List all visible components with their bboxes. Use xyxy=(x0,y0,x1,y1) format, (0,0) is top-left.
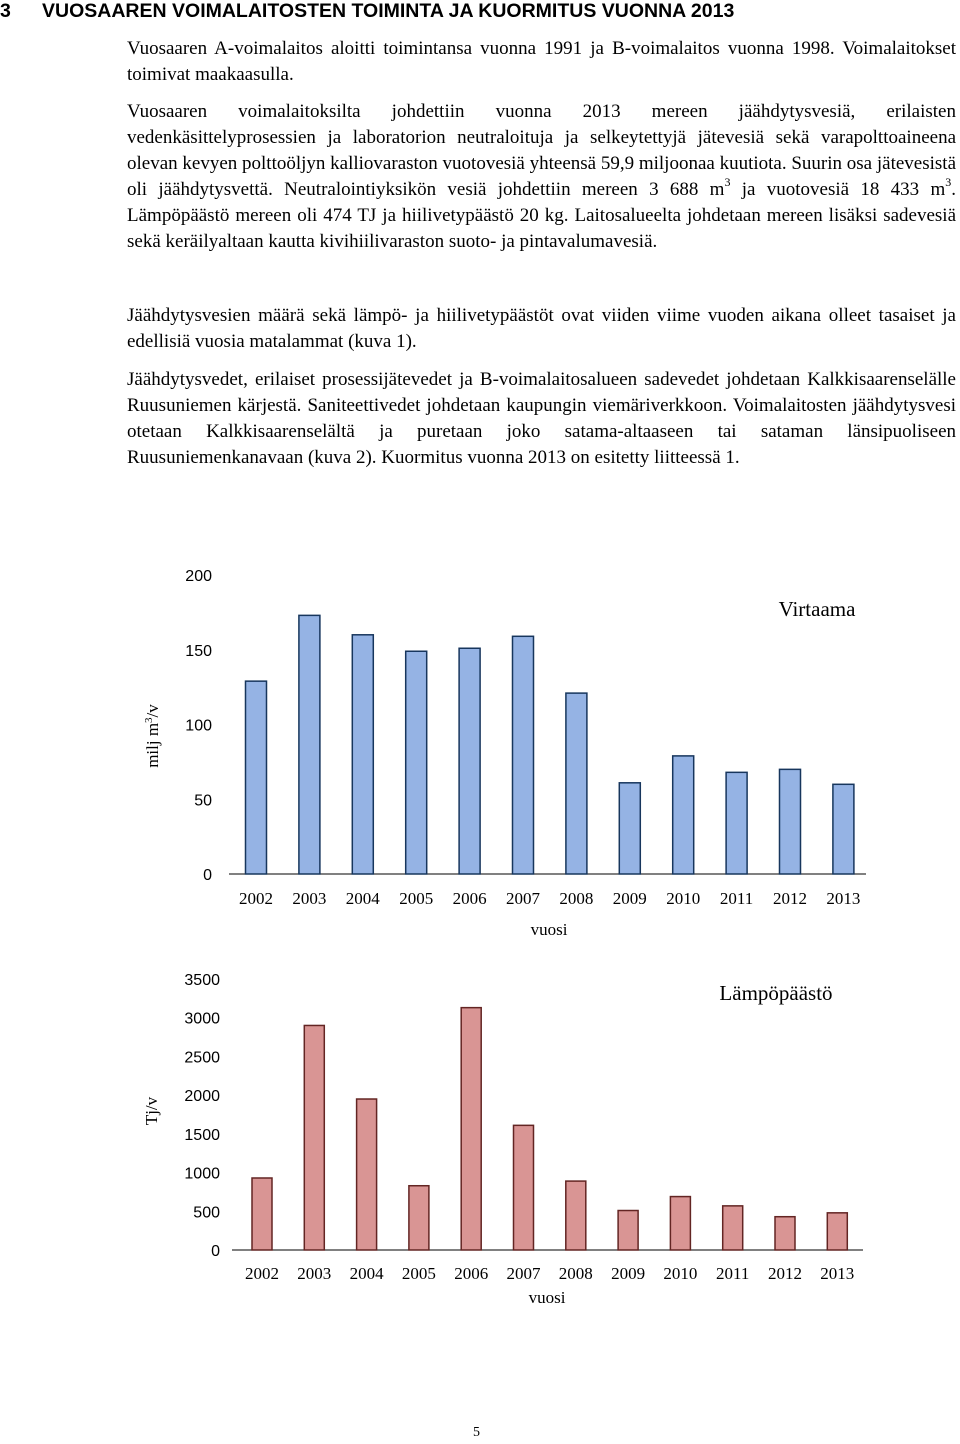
heat-emission-chart xyxy=(0,960,960,1320)
x-tick-label: 2002 xyxy=(245,1264,279,1283)
flow-volume-chart xyxy=(0,555,960,945)
bar-2005 xyxy=(406,651,427,874)
x-tick-label: 2006 xyxy=(454,1264,489,1283)
y-axis-label-sup: 3 xyxy=(143,717,155,723)
x-axis-label: vuosi xyxy=(528,1288,566,1307)
paragraph-1: Vuosaaren A-voimalaitos aloitti toimintansa vuonna 1991 ja B-voimalaitos vuonna 1998. Voimalaitokset toimivat maakaasulla. xyxy=(127,38,956,85)
y-tick-label: 50 xyxy=(194,792,212,810)
bar-2003 xyxy=(304,1025,324,1250)
chart-title: Virtaama xyxy=(778,597,856,621)
y-tick-label: 500 xyxy=(193,1204,220,1222)
superscript-3: 3 xyxy=(724,174,731,189)
y-tick-label: 3500 xyxy=(184,972,220,989)
x-tick-label: 2005 xyxy=(401,1264,436,1283)
y-axis-label-tail: /v xyxy=(143,704,162,718)
y-axis-label-base: milj m xyxy=(143,722,162,768)
paragraph-2-text-c: . Lämpöpäästö mereen oli 474 TJ ja hiilivetypäästö 20 kg. Laitosalueelta johdetaan mereen lisäksi sadevesiä sekä keräilyaltaan kautta kivihiilivaraston suoto- ja pintavalumavesiä. xyxy=(127,179,956,252)
bar-2003 xyxy=(299,615,320,874)
x-axis-label: vuosi xyxy=(530,920,568,939)
bar-2013 xyxy=(833,784,854,874)
x-tick-label: 2011 xyxy=(716,1264,750,1283)
bar-2008 xyxy=(566,693,587,874)
paragraph-2 xyxy=(127,99,956,255)
y-tick-label: 0 xyxy=(211,1243,220,1260)
x-tick-label: 2009 xyxy=(612,889,647,908)
x-tick-label: 2010 xyxy=(666,889,701,908)
bar-2012 xyxy=(780,769,801,874)
paragraph-3: Jäähdytysvesien määrä sekä lämpö- ja hiilivetypäästöt ovat viiden viime vuoden aikana olleet tasaiset ja edellisiä vuosia matalammat (kuva 1). xyxy=(127,305,956,352)
page-number: 5 xyxy=(473,1425,480,1440)
x-tick-label: 2004 xyxy=(349,1264,384,1283)
x-tick-label: 2004 xyxy=(345,889,380,908)
y-tick-label: 1000 xyxy=(184,1165,220,1183)
chart-title: Lämpöpäästö xyxy=(719,981,833,1005)
paragraph-2-text-a: Vuosaaren voimalaitoksilta johdettiin vuonna 2013 mereen jäähdytysvesiä, erilaisten vedenkäsittelyprosessien ja laboratorion neutraloituja ja selkeytettyjä jätevesiä sekä varapolttoaineena olevan kevyen polttoöljyn kalliovaraston vuotovesiä yhteensä 59,9 miljoonaa kuutiota. Suurin osa jätevesistä oli jäähdytysvettä. Neutralointiyksikön vesiä johdettiin mereen 3 688 m xyxy=(127,101,956,200)
x-tick-label: 2009 xyxy=(611,1264,646,1283)
y-tick-label: 1500 xyxy=(184,1126,220,1144)
y-tick-label: 150 xyxy=(185,642,212,660)
y-tick-label: 200 xyxy=(185,568,212,585)
y-axis-label: Tj/v xyxy=(142,1096,161,1126)
bar-2007 xyxy=(513,636,534,874)
bar-2011 xyxy=(726,772,747,874)
x-tick-label: 2012 xyxy=(773,889,807,908)
y-tick-label: 2500 xyxy=(184,1049,220,1067)
bar-2005 xyxy=(409,1186,429,1250)
y-tick-label: 3000 xyxy=(184,1010,220,1028)
bar-2006 xyxy=(459,648,480,874)
bar-2011 xyxy=(723,1206,743,1250)
bar-2007 xyxy=(514,1125,534,1250)
y-axis-label xyxy=(143,704,162,768)
bar-2002 xyxy=(252,1178,272,1250)
bar-2009 xyxy=(619,783,640,874)
x-tick-label: 2013 xyxy=(820,1264,855,1283)
x-tick-label: 2013 xyxy=(826,889,861,908)
y-tick-label: 0 xyxy=(203,867,212,884)
x-tick-label: 2005 xyxy=(399,889,434,908)
bar-2010 xyxy=(673,756,694,874)
bar-2002 xyxy=(246,681,267,874)
bar-2010 xyxy=(670,1197,690,1250)
paragraph-4: Jäähdytysvedet, erilaiset prosessijätevedet ja B-voimalaitosalueen sadevedet johdetaan Kalkkisaarenselälle Ruusuniemen kärjestä. Saniteettivedet johdetaan kaupungin viemäriverkkoon. Voimalaitosten jäähdytysvesi otetaan Kalkkisaarenselältä ja puretaan joko satama-altaaseen tai sataman länsipuoliseen Ruusuniemenkanavaan (kuva 2). Kuormitus vuonna 2013 on esitetty liitteessä 1. xyxy=(127,369,956,468)
x-tick-label: 2006 xyxy=(452,889,487,908)
bar-2004 xyxy=(352,635,373,874)
bar-2006 xyxy=(461,1008,481,1250)
x-tick-label: 2003 xyxy=(297,1264,332,1283)
section-title: VUOSAAREN VOIMALAITOSTEN TOIMINTA JA KUORMITUS VUONNA 2013 xyxy=(42,0,735,22)
superscript-3: 3 xyxy=(945,174,952,189)
bar-2009 xyxy=(618,1211,638,1250)
section-number: 3 xyxy=(0,0,11,22)
x-tick-label: 2003 xyxy=(292,889,327,908)
paragraph-2-text-b: ja vuotovesiä 18 433 m xyxy=(730,179,946,200)
bar-2004 xyxy=(357,1099,377,1250)
x-tick-label: 2011 xyxy=(719,889,754,908)
x-tick-label: 2002 xyxy=(239,889,273,908)
x-tick-label: 2012 xyxy=(768,1264,802,1283)
y-tick-label: 2000 xyxy=(184,1088,220,1106)
y-tick-label: 100 xyxy=(185,717,212,735)
section-heading xyxy=(0,0,960,26)
bar-2008 xyxy=(566,1181,586,1250)
x-tick-label: 2010 xyxy=(663,1264,698,1283)
bar-2013 xyxy=(827,1213,847,1250)
x-tick-label: 2007 xyxy=(506,1264,541,1283)
x-tick-label: 2008 xyxy=(559,889,594,908)
x-tick-label: 2007 xyxy=(506,889,540,908)
x-tick-label: 2008 xyxy=(558,1264,593,1283)
bar-2012 xyxy=(775,1217,795,1250)
